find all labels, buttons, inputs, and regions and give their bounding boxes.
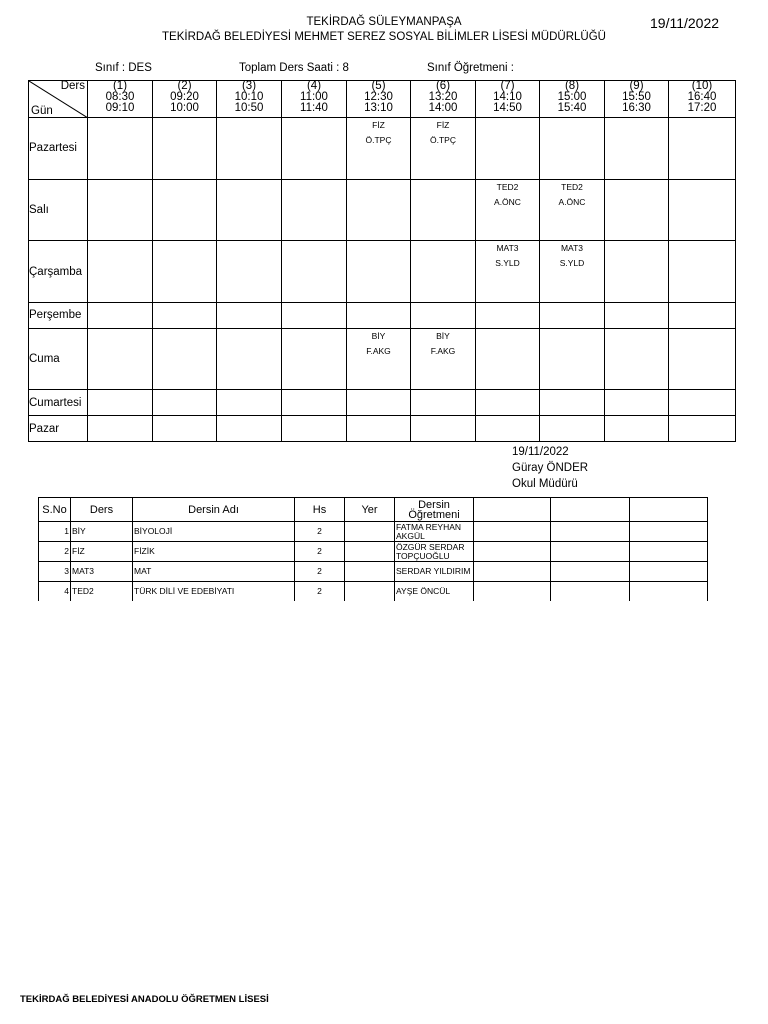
- schedule-cell: [605, 302, 669, 328]
- period-start: 16:40: [687, 91, 717, 103]
- row-teacher: FATMA REYHAN AKGÜL: [395, 522, 474, 542]
- schedule-cell: [540, 416, 605, 442]
- schedule-cell: [153, 390, 217, 416]
- course-row: [39, 522, 708, 542]
- schedule-cell: [605, 118, 669, 180]
- schedule-cell: [669, 416, 736, 442]
- row-sno: 2: [39, 542, 71, 562]
- row-course-name: MAT: [133, 562, 295, 582]
- school-title: TEKİRDAĞ BELEDİYESİ MEHMET SEREZ SOSYAL BİLİMLER LİSESİ MÜDÜRLÜĞÜ: [162, 31, 606, 43]
- period-end: 09:10: [105, 102, 135, 114]
- schedule-cell: [282, 416, 347, 442]
- schedule-cell: [217, 241, 282, 303]
- cell-teacher: Ö.TPÇ: [365, 135, 392, 145]
- schedule-cell: [217, 118, 282, 180]
- row-code: TED2: [71, 582, 133, 602]
- schedule-cell: [347, 416, 411, 442]
- schedule-cell: [153, 328, 217, 390]
- period-number: (2): [177, 80, 192, 92]
- schedule-cell: [669, 241, 736, 303]
- cell-teacher: S.YLD: [495, 258, 520, 269]
- day-name: Perşembe: [29, 302, 88, 328]
- schedule-cell: [347, 390, 411, 416]
- schedule-cell: [347, 302, 411, 328]
- row-sno: 4: [39, 582, 71, 602]
- row-empty: [551, 562, 630, 582]
- course-row: [39, 562, 708, 582]
- cell-teacher: F.AKG: [366, 345, 391, 356]
- day-row: [29, 390, 736, 416]
- day-name: Çarşamba: [29, 241, 88, 303]
- schedule-cell: [605, 390, 669, 416]
- schedule-cell: [347, 328, 411, 390]
- cell-course: TED2: [561, 181, 583, 192]
- schedule-cell: [411, 241, 476, 303]
- row-code: FİZ: [71, 542, 133, 562]
- schedule-cell: [669, 390, 736, 416]
- cell-teacher: Ö.TPÇ: [430, 135, 456, 145]
- schedule-cell: [540, 302, 605, 328]
- period-number: (9): [629, 80, 644, 92]
- period-number: (4): [306, 80, 322, 92]
- row-sno: 1: [39, 522, 71, 542]
- cell-course: TED2: [496, 181, 519, 192]
- schedule-cell: [540, 241, 605, 303]
- row-empty: [630, 582, 708, 602]
- schedule-cell: [476, 390, 540, 416]
- schedule-cell: [282, 390, 347, 416]
- period-number: (7): [500, 80, 515, 92]
- schedule-cell: [605, 241, 669, 303]
- period-header: [669, 81, 736, 118]
- schedule-cell: [476, 302, 540, 328]
- schedule-cell: [476, 241, 540, 303]
- row-code: BİY: [71, 522, 133, 542]
- course-row: [39, 542, 708, 562]
- day-name: Salı: [29, 179, 88, 241]
- course-list-header-row: [39, 498, 708, 522]
- period-end: 10:00: [170, 102, 199, 114]
- class-info: Sınıf : DES: [95, 62, 152, 74]
- day-row: [29, 302, 736, 328]
- row-hours: 2: [295, 582, 345, 602]
- schedule-cell: [88, 118, 153, 180]
- schedule-cell: [153, 179, 217, 241]
- principal-name: Güray ÖNDER: [512, 462, 589, 474]
- timetable: [28, 80, 736, 442]
- schedule-cell: [476, 118, 540, 180]
- day-row: [29, 179, 736, 241]
- row-empty: [630, 542, 708, 562]
- cell-course: BİY: [436, 330, 450, 341]
- header-ders: Ders: [71, 498, 133, 522]
- schedule-cell: [540, 328, 605, 390]
- period-start: 09:20: [170, 91, 199, 103]
- day-row: [29, 118, 736, 180]
- schedule-cell: [540, 179, 605, 241]
- cell-course: FİZ: [436, 120, 450, 130]
- header-sno: S.No: [39, 498, 71, 522]
- period-start: 08:30: [105, 91, 135, 103]
- schedule-cell: [153, 118, 217, 180]
- schedule-cell: [411, 118, 476, 180]
- row-empty: [474, 582, 551, 602]
- header-date: 19/11/2022: [650, 15, 720, 31]
- schedule-cell: [476, 179, 540, 241]
- cell-course: FİZ: [372, 120, 385, 130]
- period-header: [540, 81, 605, 118]
- schedule-cell: [347, 179, 411, 241]
- period-start: 13:20: [428, 91, 458, 103]
- period-number: (5): [371, 80, 386, 92]
- period-number: (1): [112, 80, 128, 92]
- header-empty: [630, 498, 708, 522]
- schedule-cell: [540, 390, 605, 416]
- day-row: [29, 416, 736, 442]
- header-course-name: Dersin Adı: [133, 498, 295, 522]
- schedule-cell: [88, 179, 153, 241]
- district-title: TEKİRDAĞ SÜLEYMANPAŞA: [306, 16, 462, 28]
- schedule-cell: [605, 416, 669, 442]
- cell-course: MAT3: [560, 243, 584, 254]
- principal-title: Okul Müdürü: [512, 478, 578, 490]
- row-code: MAT3: [71, 562, 133, 582]
- header-empty: [551, 498, 630, 522]
- cell-course: BİY: [371, 330, 386, 341]
- row-sno: 3: [39, 562, 71, 582]
- header-empty: [474, 498, 551, 522]
- row-course-name: TÜRK DİLİ VE EDEBİYATI: [133, 582, 295, 602]
- row-course-name: FİZİK: [133, 542, 295, 562]
- schedule-cell: [282, 179, 347, 241]
- day-name: Pazartesi: [29, 118, 88, 180]
- period-end: 14:50: [493, 102, 522, 114]
- period-start: 12:30: [364, 91, 393, 103]
- schedule-cell: [153, 416, 217, 442]
- footer-school: TEKİRDAĞ BELEDİYESİ ANADOLU ÖĞRETMEN LİSESİ: [20, 994, 269, 1005]
- period-header: [347, 81, 411, 118]
- schedule-cell: [88, 328, 153, 390]
- schedule-cell: [411, 416, 476, 442]
- row-place: [345, 522, 395, 542]
- schedule-cell: [153, 241, 217, 303]
- period-start: 10:10: [234, 91, 264, 103]
- schedule-cell: [411, 179, 476, 241]
- course-list-table: [38, 497, 708, 601]
- period-header: [411, 81, 476, 118]
- schedule-cell: [88, 241, 153, 303]
- schedule-cell: [669, 118, 736, 180]
- period-header: [153, 81, 217, 118]
- timetable-corner: [29, 81, 88, 118]
- row-teacher: SERDAR YILDIRIM: [395, 562, 474, 582]
- period-start: 15:00: [557, 91, 587, 103]
- period-start: 15:50: [622, 91, 651, 103]
- row-place: [345, 542, 395, 562]
- corner-ders-label: Ders: [60, 80, 85, 92]
- schedule-cell: [476, 416, 540, 442]
- schedule-cell: [217, 390, 282, 416]
- row-empty: [551, 582, 630, 602]
- day-row: [29, 328, 736, 390]
- cell-teacher: A.ÖNC: [494, 196, 521, 207]
- header-hours: Hs: [295, 498, 345, 522]
- day-row: [29, 241, 736, 303]
- cell-teacher: F.AKG: [430, 345, 456, 356]
- period-end: 16:30: [622, 102, 651, 114]
- schedule-cell: [217, 416, 282, 442]
- row-empty: [474, 542, 551, 562]
- day-name: Cumartesi: [29, 390, 88, 416]
- period-end: 11:40: [300, 102, 328, 114]
- period-header: [88, 81, 153, 118]
- schedule-cell: [540, 118, 605, 180]
- row-empty: [630, 522, 708, 542]
- row-hours: 2: [295, 562, 345, 582]
- period-header: [282, 81, 347, 118]
- period-header: [605, 81, 669, 118]
- period-start: 14:10: [493, 91, 522, 103]
- row-teacher: ÖZGÜR SERDAR TOPÇUOĞLU: [395, 542, 474, 562]
- row-empty: [474, 562, 551, 582]
- course-row: [39, 582, 708, 602]
- schedule-cell: [282, 302, 347, 328]
- cell-teacher: S.YLD: [559, 258, 585, 269]
- corner-gun-label: Gün: [31, 105, 53, 117]
- cell-teacher: A.ÖNC: [558, 196, 586, 207]
- period-number: (10): [691, 80, 713, 92]
- schedule-cell: [669, 302, 736, 328]
- schedule-cell: [347, 241, 411, 303]
- period-end: 14:00: [428, 102, 458, 114]
- schedule-cell: [411, 328, 476, 390]
- period-header: [476, 81, 540, 118]
- schedule-cell: [282, 328, 347, 390]
- period-header: [217, 81, 282, 118]
- row-empty: [630, 562, 708, 582]
- schedule-cell: [153, 302, 217, 328]
- schedule-cell: [347, 118, 411, 180]
- schedule-cell: [282, 241, 347, 303]
- period-end: 10:50: [234, 102, 264, 114]
- schedule-cell: [217, 328, 282, 390]
- period-end: 15:40: [557, 102, 587, 114]
- row-teacher: AYŞE ÖNCÜL: [395, 582, 474, 602]
- period-start: 11:00: [300, 91, 328, 103]
- row-empty: [474, 522, 551, 542]
- period-number: (6): [435, 80, 451, 92]
- schedule-cell: [669, 328, 736, 390]
- row-place: [345, 582, 395, 602]
- schedule-cell: [476, 328, 540, 390]
- cell-course: MAT3: [496, 243, 519, 254]
- schedule-cell: [88, 302, 153, 328]
- schedule-cell: [217, 302, 282, 328]
- row-hours: 2: [295, 542, 345, 562]
- row-hours: 2: [295, 522, 345, 542]
- header-place: Yer: [345, 498, 395, 522]
- schedule-cell: [282, 118, 347, 180]
- total-hours-info: Toplam Ders Saati : 8: [239, 62, 349, 74]
- day-name: Cuma: [29, 328, 88, 390]
- schedule-cell: [217, 179, 282, 241]
- period-end: 13:10: [364, 102, 393, 114]
- schedule-cell: [605, 328, 669, 390]
- row-place: [345, 562, 395, 582]
- schedule-cell: [88, 390, 153, 416]
- header-teacher: Dersin Öğretmeni: [395, 498, 474, 522]
- row-course-name: BİYOLOJİ: [133, 522, 295, 542]
- schedule-cell: [605, 179, 669, 241]
- schedule-cell: [411, 390, 476, 416]
- row-empty: [551, 522, 630, 542]
- period-header-row: [29, 81, 736, 118]
- signature-date: 19/11/2022: [512, 446, 569, 458]
- period-number: (3): [241, 80, 257, 92]
- schedule-cell: [411, 302, 476, 328]
- row-empty: [551, 542, 630, 562]
- period-end: 17:20: [687, 102, 717, 114]
- schedule-cell: [669, 179, 736, 241]
- schedule-cell: [88, 416, 153, 442]
- period-number: (8): [564, 80, 580, 92]
- day-name: Pazar: [29, 416, 88, 442]
- class-teacher-info: Sınıf Öğretmeni :: [427, 62, 514, 74]
